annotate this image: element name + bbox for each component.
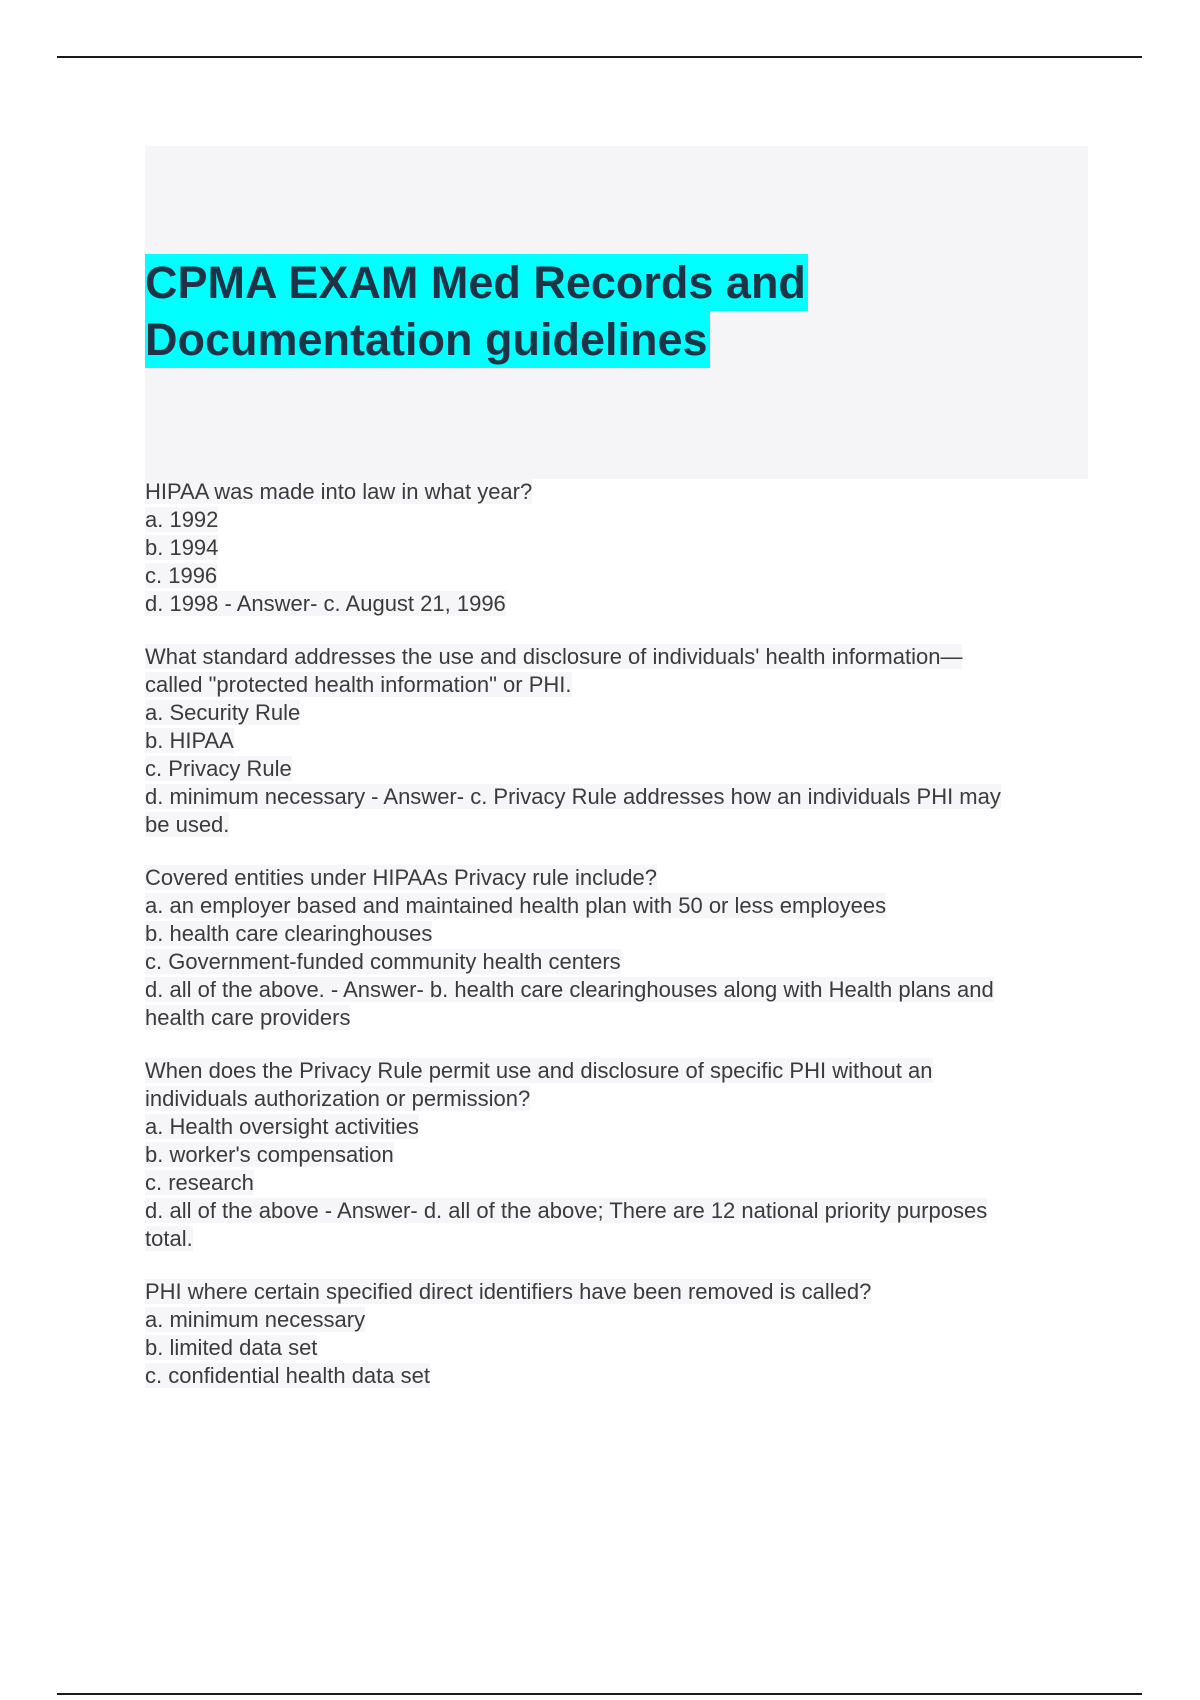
answer-option: a. minimum necessary bbox=[145, 1307, 366, 1332]
title-line: Documentation guidelines bbox=[145, 311, 710, 368]
answer-option: d. all of the above - Answer- d. all of the above; There are 12 national priority purposes bbox=[145, 1198, 988, 1223]
question-text: Covered entities under HIPAAs Privacy rule include? bbox=[145, 865, 657, 890]
answer-option: a. Security Rule bbox=[145, 700, 301, 725]
answer-option: b. limited data set bbox=[145, 1335, 318, 1360]
question-list bbox=[145, 478, 1090, 1415]
answer-option: d. minimum necessary - Answer- c. Privacy Rule addresses how an individuals PHI may bbox=[145, 784, 1001, 809]
answer-option: be used. bbox=[145, 812, 230, 837]
question-text: What standard addresses the use and disclosure of individuals' health information— bbox=[145, 644, 963, 669]
answer-option: d. all of the above. - Answer- b. health care clearinghouses along with Health plans and bbox=[145, 977, 994, 1002]
answer-option: total. bbox=[145, 1226, 193, 1251]
answer-option: b. 1994 bbox=[145, 535, 219, 560]
question-text: called "protected health information" or PHI. bbox=[145, 672, 572, 697]
answer-option: c. Government-funded community health centers bbox=[145, 949, 621, 974]
answer-option: health care providers bbox=[145, 1005, 351, 1030]
answer-option: c. research bbox=[145, 1170, 254, 1195]
answer-option: b. health care clearinghouses bbox=[145, 921, 433, 946]
answer-option: a. an employer based and maintained health plan with 50 or less employees bbox=[145, 893, 887, 918]
question-text: HIPAA was made into law in what year? bbox=[145, 479, 533, 504]
document-title bbox=[145, 254, 808, 368]
top-rule bbox=[57, 56, 1142, 58]
title-line: CPMA EXAM Med Records and bbox=[145, 254, 808, 311]
question-text: individuals authorization or permission? bbox=[145, 1086, 531, 1111]
answer-option: a. Health oversight activities bbox=[145, 1114, 419, 1139]
question-block bbox=[145, 1057, 1090, 1253]
question-block bbox=[145, 864, 1090, 1032]
answer-option: a. 1992 bbox=[145, 507, 219, 532]
answer-option: b. HIPAA bbox=[145, 728, 234, 753]
answer-option: b. worker's compensation bbox=[145, 1142, 394, 1167]
answer-option: c. confidential health data set bbox=[145, 1363, 430, 1388]
answer-option: c. Privacy Rule bbox=[145, 756, 292, 781]
question-block bbox=[145, 1278, 1090, 1390]
question-text: When does the Privacy Rule permit use and disclosure of specific PHI without an bbox=[145, 1058, 933, 1083]
question-block bbox=[145, 643, 1090, 839]
bottom-rule bbox=[57, 1693, 1142, 1695]
question-block bbox=[145, 478, 1090, 618]
answer-option: c. 1996 bbox=[145, 563, 218, 588]
answer-option: d. 1998 - Answer- c. August 21, 1996 bbox=[145, 591, 506, 616]
question-text: PHI where certain specified direct identifiers have been removed is called? bbox=[145, 1279, 872, 1304]
